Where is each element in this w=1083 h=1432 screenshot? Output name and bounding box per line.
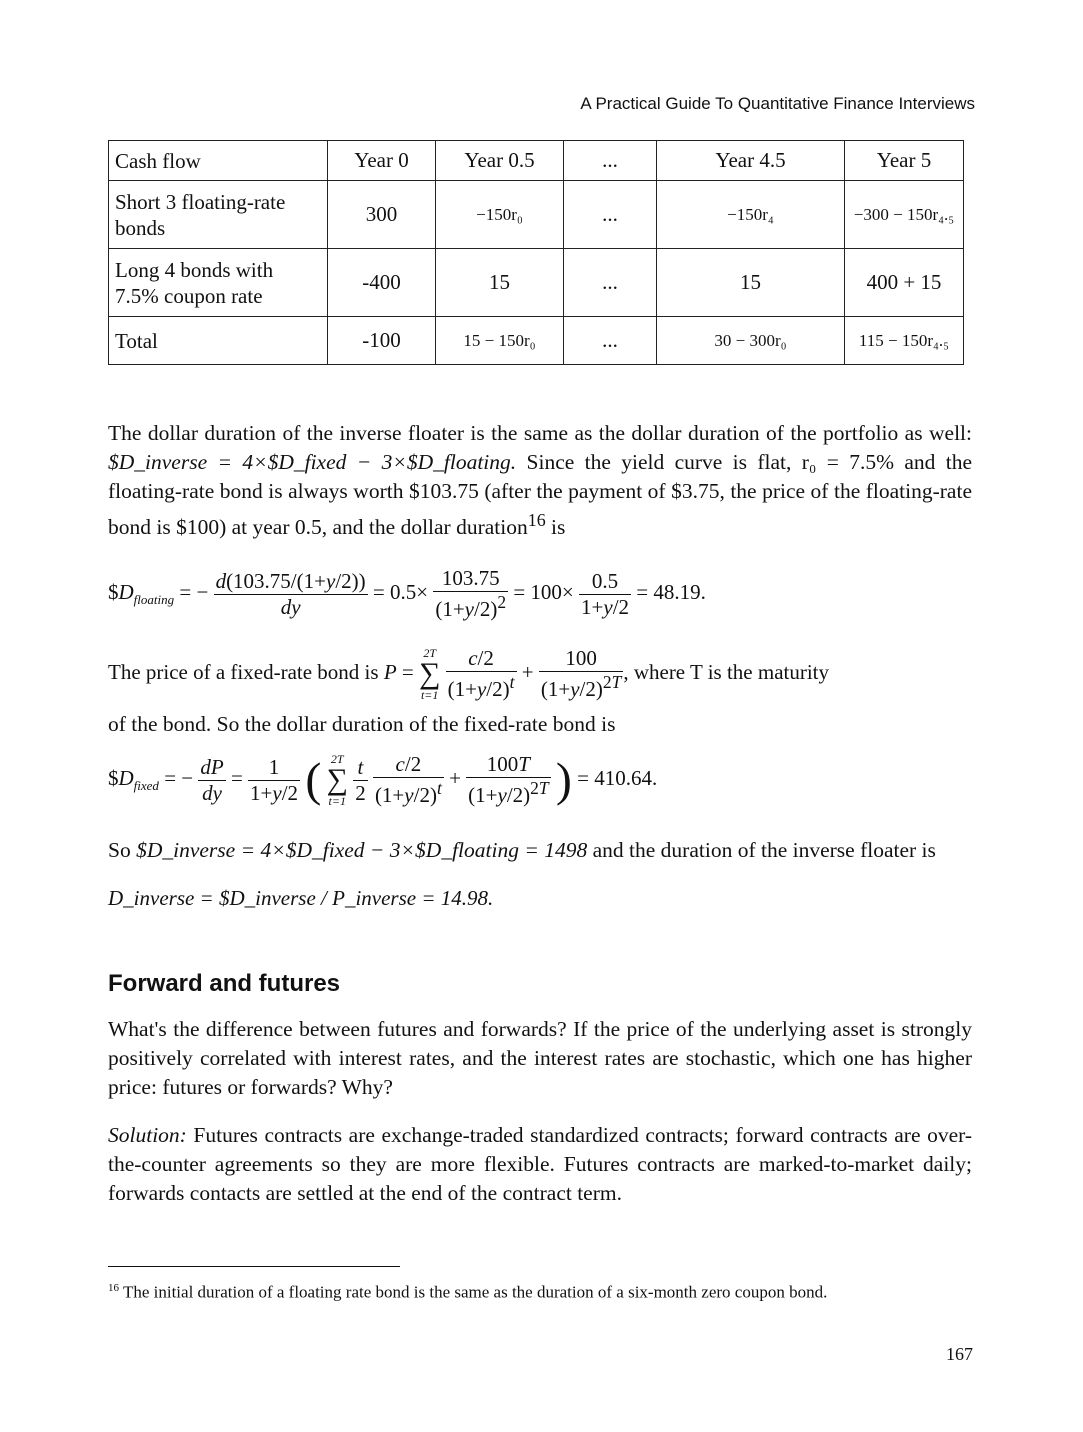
- table-cell: Long 4 bonds with 7.5% coupon rate: [109, 249, 328, 317]
- table-header-cell: Year 0.5: [436, 141, 564, 181]
- table-header-cell: ...: [564, 141, 657, 181]
- inline-equation-duration: D_inverse = $D_inverse / P_inverse = 14.98.: [108, 886, 494, 910]
- solution-paragraph: [108, 1121, 972, 1208]
- table-cell: 15: [657, 249, 845, 317]
- para2-text2: where T is the maturity: [633, 659, 830, 684]
- page-number: 167: [946, 1344, 973, 1364]
- table-header-cell: Year 0: [328, 141, 436, 181]
- solution-label: Solution:: [108, 1123, 187, 1147]
- table-cell: −150r₀: [436, 181, 564, 249]
- table-header-cell: Year 4.5: [657, 141, 845, 181]
- floating-result: = 48.19.: [636, 579, 706, 604]
- table-row: [109, 181, 964, 249]
- footnote: [108, 1282, 827, 1303]
- footnote-reference: 16: [527, 510, 546, 530]
- solution-text: Futures contracts are exchange-traded standardized contracts; forward contracts are over-the-counter agreements so they are more flexible. Futures contracts are marked-to-market daily; forwards contacts are settled at the end of the contract term.: [108, 1123, 972, 1205]
- table-cell: 300: [328, 181, 436, 249]
- para3-text2: and the duration of the inverse floater is: [592, 838, 936, 862]
- para1-text2: Since the yield curve is flat,: [526, 450, 792, 474]
- table-cell: −300 − 150r₄.₅: [845, 181, 964, 249]
- table-cell: -100: [328, 317, 436, 365]
- para1-text1: The dollar duration of the inverse floater is the same as the dollar duration of the portfolio as well:: [108, 421, 972, 445]
- table-cell: 115 − 150r₄.₅: [845, 317, 964, 365]
- para1-text3: r₀ = 7.5% and the floating-rate bond is always worth $103.75 (after the payment of $3.75, the price of the floating-rate bond is $100) at year 0.5, and the dollar duration: [108, 450, 973, 540]
- equation-fixed-duration: $\$D_{fixed}$ = − $\frac{dP}{dy}$ = $\frac{1}{1+y/2}$ ( 2T ∑ t=1 $\frac{t}{2}$ $\frac{c/2}{(1+y/2)^t}$ + $\frac{100T}{(1+y/2)^{2T}}$ ) = 410.64.: [108, 752, 658, 808]
- footnote-text: The initial duration of a floating rate bond is the same as the duration of a six-month zero coupon bond.: [122, 1282, 828, 1302]
- inline-equation-inverse: $D_inverse = 4×$D_fixed − 3×$D_floating.: [108, 450, 517, 474]
- paragraph-fixed-price: The price of a fixed-rate bond is P = 2T ∑ t=1 $\frac{c/2}{(1+y/2)^t}$ + $\frac{100}{(1+y/2)^{2T}}$ , where T is the maturity: [108, 646, 830, 702]
- equation-inverse-duration: [108, 886, 493, 911]
- table-cell: -400: [328, 249, 436, 317]
- table-row-total: [109, 317, 964, 365]
- table-header-row: [109, 141, 964, 181]
- para3-text1: So: [108, 838, 131, 862]
- table-cell: 30 − 300r₀: [657, 317, 845, 365]
- table-cell: 15: [436, 249, 564, 317]
- table-cell: 15 − 150r₀: [436, 317, 564, 365]
- running-header: A Practical Guide To Quantitative Finance Interviews: [580, 94, 975, 113]
- footnote-divider: [108, 1266, 400, 1267]
- table-cell: ...: [564, 181, 657, 249]
- para2-text3: of the bond. So the dollar duration of the fixed-rate bond is: [108, 712, 616, 736]
- fixed-result: = 410.64.: [577, 765, 658, 790]
- para1-text4: is: [551, 515, 566, 540]
- table-header-cell: Cash flow: [109, 141, 328, 181]
- table-cell: Total: [109, 317, 328, 365]
- question-paragraph: What's the difference between futures and forwards? If the price of the underlying asset is strongly positively correlated with interest rates, and the interest rates are stochastic, which one has higher price: futures or forwards? Why?: [108, 1017, 972, 1099]
- cash-flow-table: [108, 140, 964, 365]
- table-cell: Short 3 floating-rate bonds: [109, 181, 328, 249]
- footnote-mark: 16: [108, 1282, 119, 1294]
- table-cell: ...: [564, 249, 657, 317]
- inline-equation-1498: $D_inverse = 4×$D_fixed − 3×$D_floating = 1498: [136, 838, 588, 862]
- equation-floating-duration: $\$D_{floating}$ = − $\frac{d(103.75/(1+y/2))}{dy}$ = 0.5× $\frac{103.75}{(1+y/2)^2}$ = 100× $\frac{0.5}{1+y/2}$ = 48.19.: [108, 566, 706, 621]
- table-row: [109, 249, 964, 317]
- table-cell: 400 + 15: [845, 249, 964, 317]
- table-header-cell: Year 5: [845, 141, 964, 181]
- table-cell: −150r₄: [657, 181, 845, 249]
- table-cell: ...: [564, 317, 657, 365]
- section-heading: Forward and futures: [108, 970, 341, 997]
- paragraph-dollar-duration: [108, 419, 972, 542]
- paragraph-inverse-result: [108, 836, 972, 865]
- para2-text1: The price of a fixed-rate bond is: [108, 659, 379, 684]
